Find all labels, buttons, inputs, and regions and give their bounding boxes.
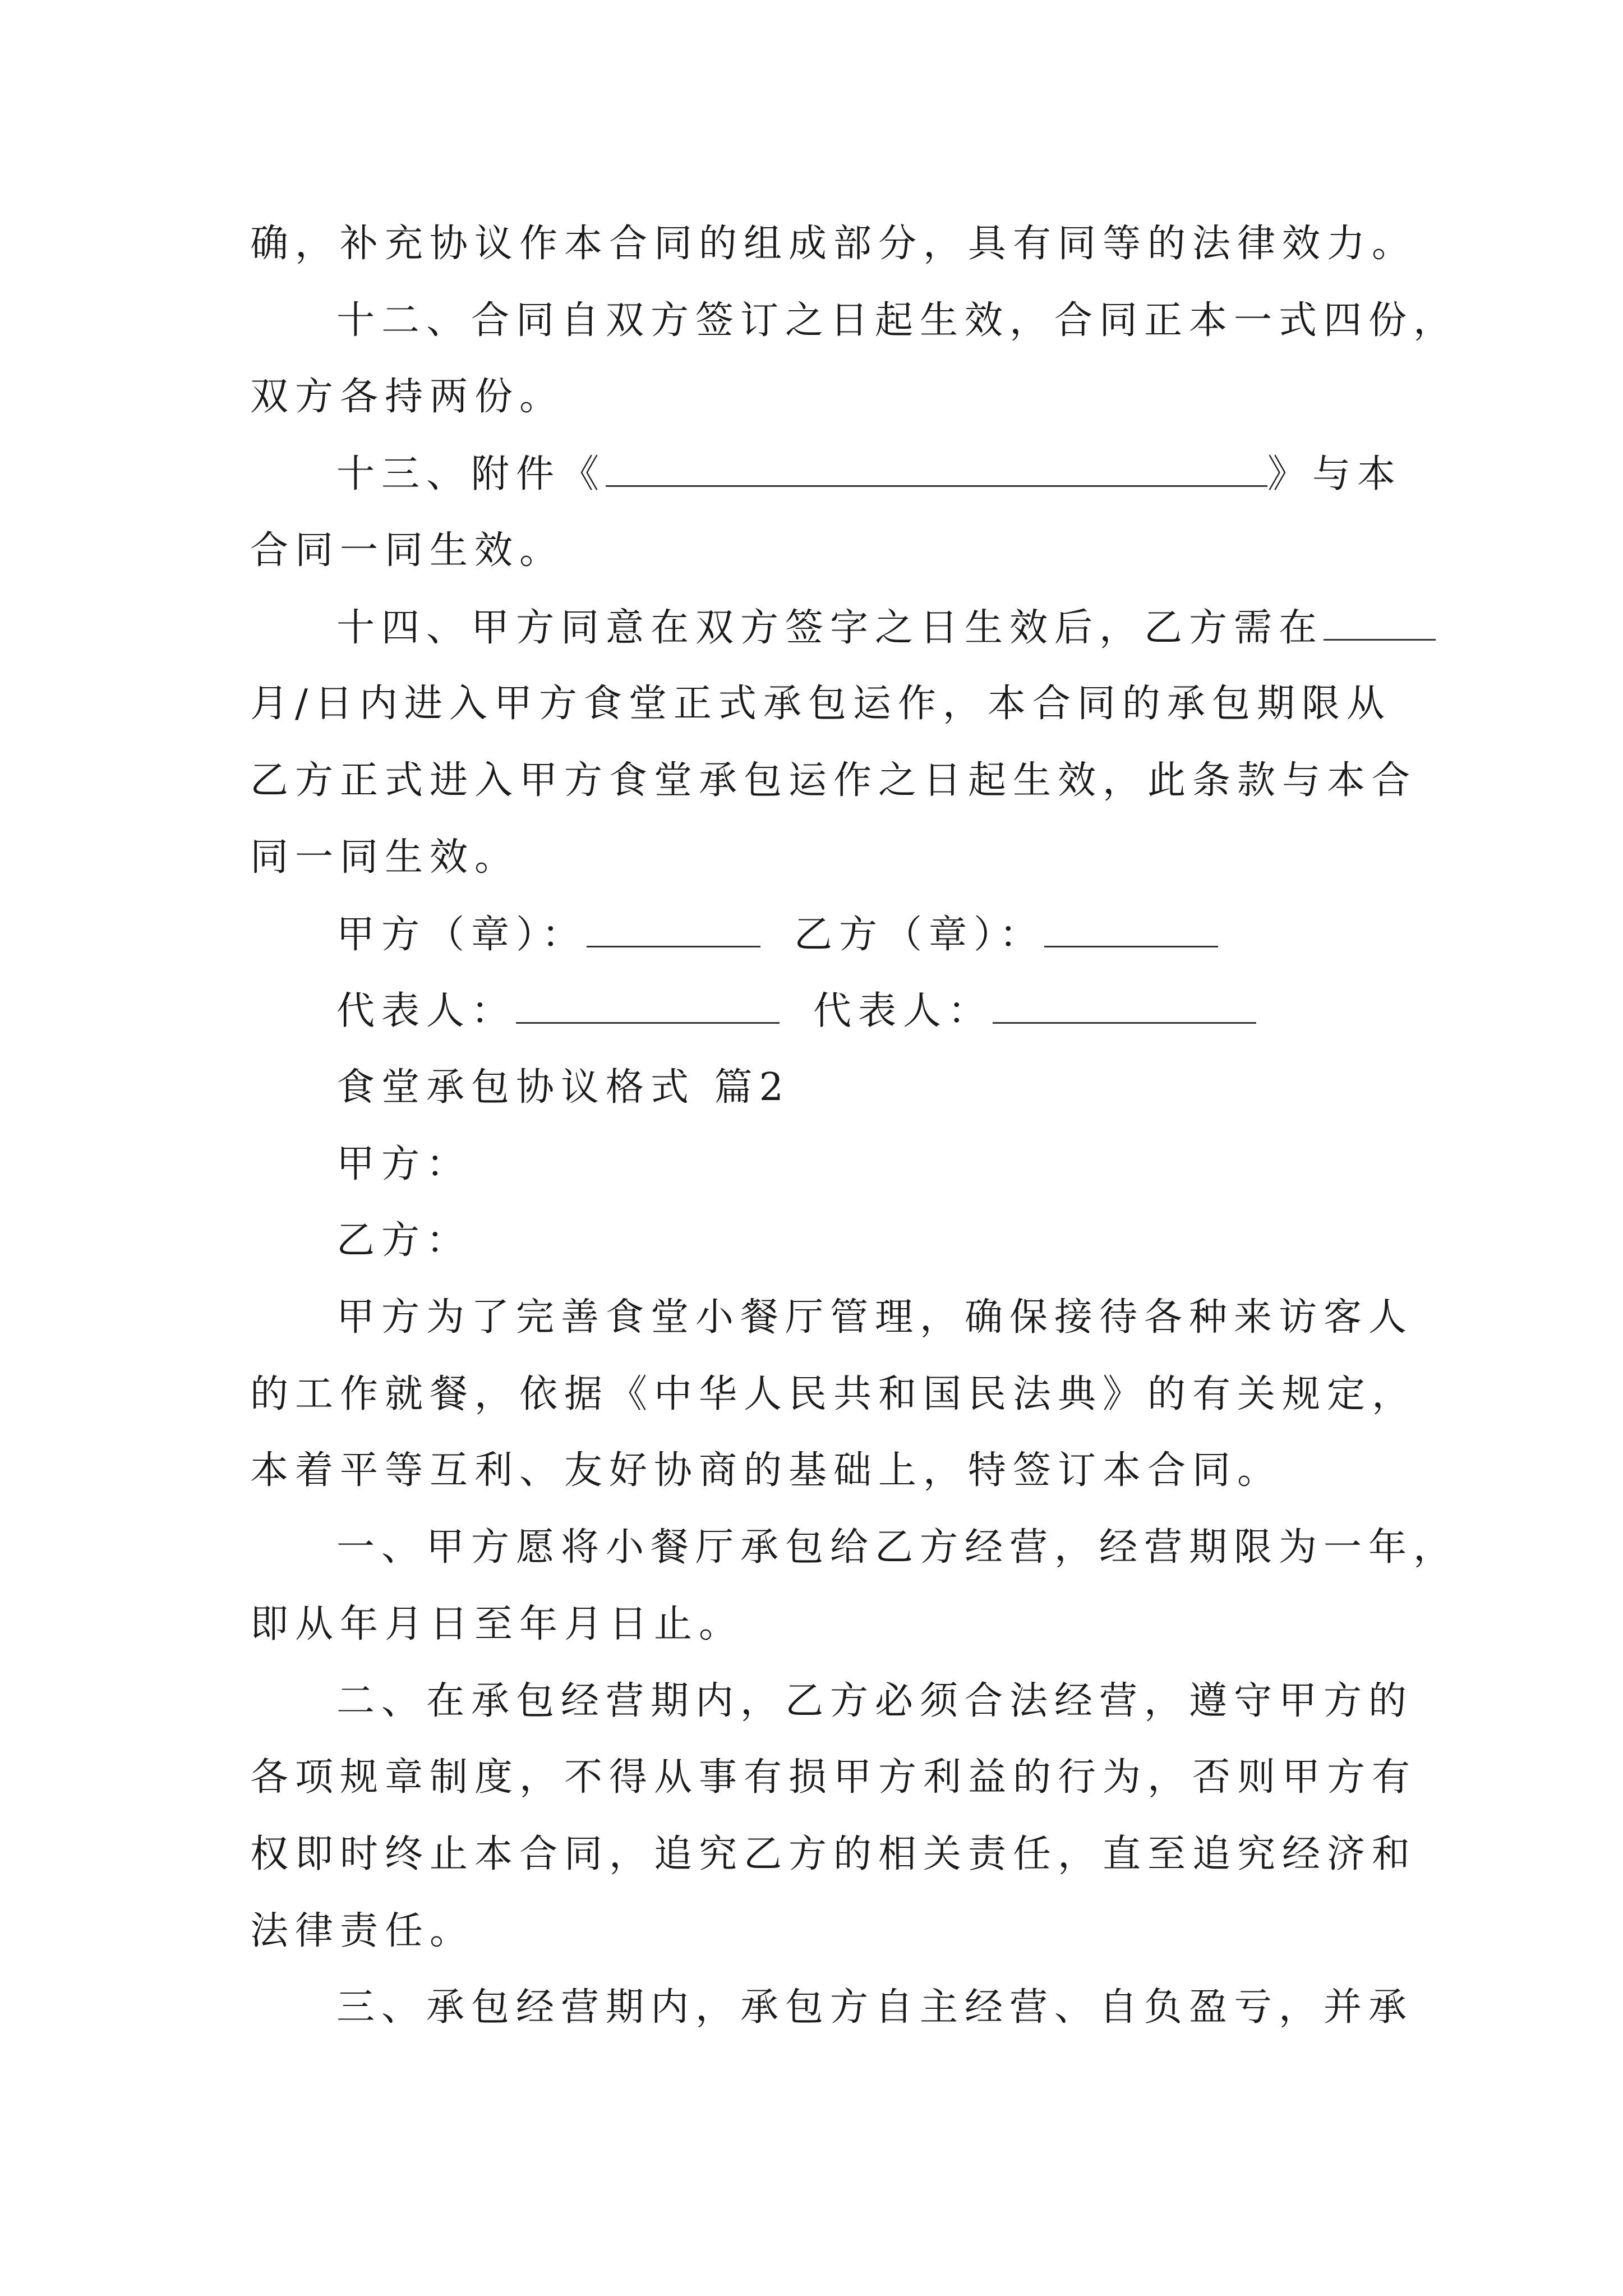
- text-line: 确，补充协议作本合同的组成部分，具有同等的法律效力。: [250, 222, 1417, 266]
- text-line: 即从年月日至年月日止。: [250, 1602, 744, 1646]
- party-a-seal-blank: [587, 907, 760, 947]
- party-a-representative-label: 代表人：: [336, 989, 517, 1033]
- party-b-representative-label: 代表人：: [813, 989, 993, 1033]
- text-line: 三、承包经营期内，承包方自主经营、自负盈亏，并承: [336, 1985, 1414, 2030]
- party-a-representative-blank: [516, 983, 780, 1024]
- text-line: 同一同生效。: [250, 835, 520, 880]
- text-line: 月/日内进入甲方食堂正式承包运作，本合同的承包期限从: [250, 682, 1391, 726]
- party-b-seal-label: 乙方（章）：: [794, 913, 1045, 957]
- text-line: 甲方为了完善食堂小餐厅管理，确保接待各种来访客人: [336, 1295, 1414, 1340]
- text-line: 乙方正式进入甲方食堂承包运作之日起生效，此条款与本合: [250, 758, 1417, 803]
- text-line: 二、在承包经营期内，乙方必须合法经营，遵守甲方的: [336, 1679, 1414, 1723]
- text-segment: 十三、附件《: [336, 452, 606, 496]
- text-line: 一、甲方愿将小餐厅承包给乙方经营，经营期限为一年，: [336, 1525, 1459, 1570]
- text-line: 权即时终止本合同，追究乙方的相关责任，直至追究经济和: [250, 1832, 1417, 1876]
- text-line: 各项规章制度，不得从事有损甲方利益的行为，否则甲方有: [250, 1755, 1417, 1800]
- attachment-name-blank: [606, 446, 1267, 487]
- text-line-attachment: [336, 446, 1403, 502]
- party-b-seal-blank: [1044, 907, 1218, 947]
- party-b-label: 乙方：: [336, 1218, 472, 1263]
- seal-line: [336, 907, 1394, 963]
- text-line: 十二、合同自双方签订之日起生效，合同正本一式四份，: [336, 298, 1459, 343]
- text-line: 法律责任。: [250, 1909, 475, 1953]
- text-line-entry-date: [336, 600, 1394, 656]
- party-b-representative-blank: [993, 983, 1256, 1024]
- party-a-seal-label: 甲方（章）：: [336, 913, 587, 957]
- text-line: 合同一同生效。: [250, 528, 565, 573]
- text-line: 双方各持两份。: [250, 375, 565, 419]
- representative-line: [336, 983, 1394, 1039]
- text-line: 的工作就餐，依据《中华人民共和国民法典》的有关规定，: [250, 1372, 1417, 1416]
- entry-date-blank: [1324, 600, 1436, 641]
- text-segment: 》与本: [1267, 452, 1403, 496]
- section-heading: 食堂承包协议格式 篇2: [336, 1065, 790, 1110]
- party-a-label: 甲方：: [336, 1142, 472, 1186]
- text-segment: 十四、甲方同意在双方签字之日生效后，乙方需在: [336, 606, 1324, 650]
- text-line: 本着平等互利、友好协商的基础上，特签订本合同。: [250, 1448, 1283, 1493]
